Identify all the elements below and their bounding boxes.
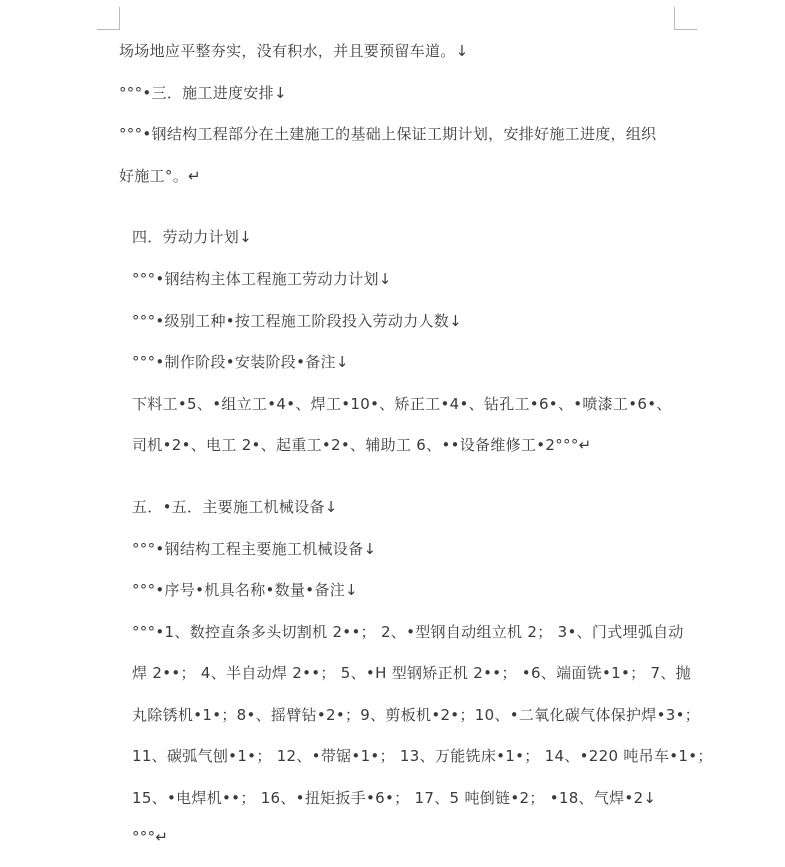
section-heading-4: 四．劳动力计划↓ [132,228,252,246]
paragraph-line: °°°↵ [132,828,169,846]
paragraph-line: °°°•1、数控直条多头切割机 2••； 2、•型钢自动组立机 2； 3•、门式埋弧自动 [132,623,684,641]
paragraph-line: °°°•制作阶段•安装阶段•备注↓ [132,353,349,371]
paragraph-line: 15、•电焊机••； 16、•扭矩扳手•6•； 17、5 吨倒链•2； •18、气焊•2↓ [132,789,657,807]
paragraph-line: °°°•序号•机具名称•数量•备注↓ [132,581,358,599]
section-heading-5: 五．•五．主要施工机械设备↓ [132,498,338,516]
paragraph-line: 场场地应平整夯实，没有积水，并且要预留车道。↓ [119,42,469,60]
paragraph-line: °°°•钢结构工程主要施工机械设备↓ [132,540,377,558]
paragraph-line: °°°•钢结构主体工程施工劳动力计划↓ [132,270,392,288]
page-corner-mark-top-left [97,7,120,30]
paragraph-line: 下料工•5、•组立工•4•、焊工•10•、矫正工•4•、钻孔工•6•、•喷漆工•6•、 [132,395,672,413]
paragraph-line: 司机•2•、电工 2•、起重工•2•、辅助工 6、••设备维修工•2°°°↵ [132,436,592,454]
paragraph-line: 11、碳弧气刨•1•； 12、•带锯•1•； 13、万能铣床•1•； 14、•220 吨吊车•1•； [132,747,713,765]
page-corner-mark-top-right [674,7,697,30]
paragraph-line: °°°•级别工种•按工程施工阶段投入劳动力人数↓ [132,312,462,330]
paragraph-line: 焊 2••； 4、半自动焊 2••； 5、•H 型钢矫正机 2••； •6、端面铣•1•； 7、抛 [132,664,691,682]
paragraph-line: °°°•钢结构工程部分在土建施工的基础上保证工期计划，安排好施工进度，组织 [119,125,657,143]
section-heading-3: °°°•三．施工进度安排↓ [119,84,287,102]
paragraph-line: 丸除锈机•1•；8•、摇臂钻•2•；9、剪板机•2•；10、•二氧化碳气体保护焊•3•； [132,706,701,724]
paragraph-line: 好施工°。↵ [119,167,201,185]
